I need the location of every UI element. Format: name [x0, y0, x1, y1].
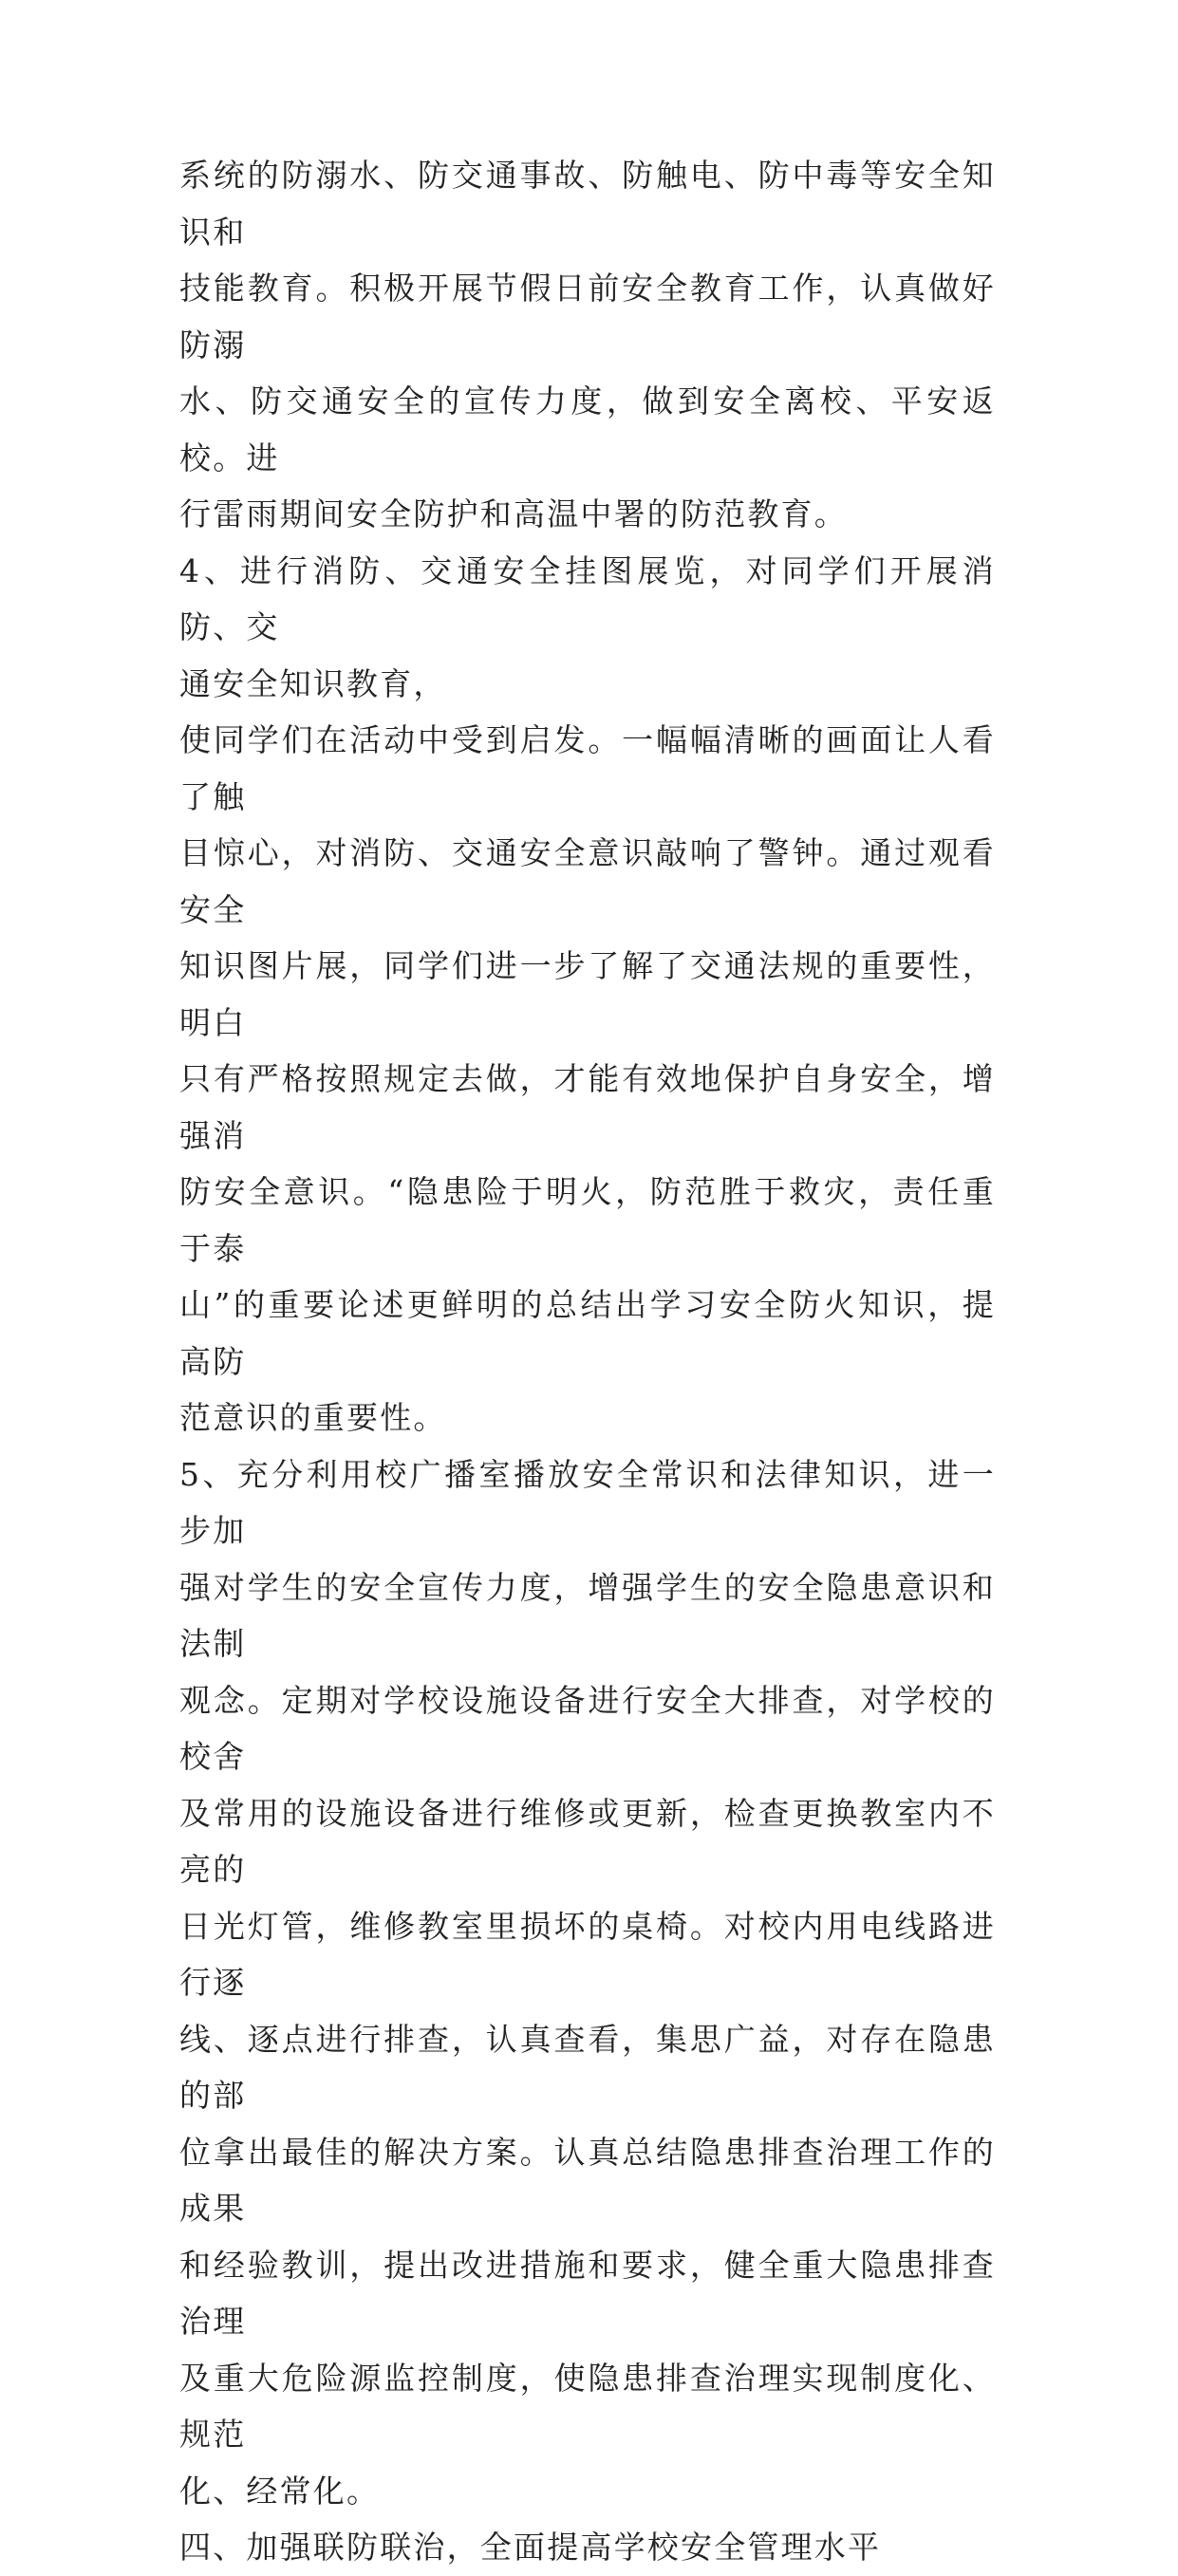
- paragraph-item-4-exhibition: 4、进行消防、交通安全挂图展览，对同学们开展消防、交 通安全知识教育，: [179, 551, 996, 702]
- paragraph-safety-education-content: 系统的防溺水、防交通事故、防触电、防中毒等安全知识和 技能教育。积极开展节假日前安全教育工作，认真做好防溺 水、防交通安全的宣传力度，做到安全离校、平安返校。进 行雷雨期间安全防护和高温中署的防范教育。: [179, 157, 996, 532]
- body-text: [179, 147, 996, 2576]
- paragraph-item-4-effects: 使同学们在活动中受到启发。一幅幅清晰的画面让人看了触 目惊心，对消防、交通安全意识敲响了警钟。通过观看安全 知识图片展，同学们进一步了解了交通法规的重要性，明白 只有严格按照规定去做，才能有效地保护自身安全，增强消 防安全意识。“隐患险于明火，防范胜于救灾，责任重于泰 山”的重要论述更鲜明的总结出学习安全防火知识，提高防 范意识的重要性。: [179, 721, 996, 1436]
- section-heading-4: 四、加强联防联治，全面提高学校安全管理水平: [179, 2529, 882, 2566]
- paragraph-item-5-broadcast: 5、充分利用校广播室播放安全常识和法律知识，进一步加 强对学生的安全宣传力度，增强学生的安全隐患意识和法制 观念。定期对学校设施设备进行安全大排查，对学校的校舍 及常用的设施设备进行维修或更新，检查更换教室内不亮的 日光灯管，维修教室里损坏的桌椅。对校内用电线路进行逐 线、逐点进行排查，认真查看，集思广益，对存在隐患的部 位拿出最佳的解决方案。认真总结隐患排查治理工作的成果 和经验教训，提出改进措施和要求，健全重大隐患排查治理 及重大危险源监控制度，使隐患排查治理实现制度化、规范 化、经常化。: [179, 1455, 996, 2510]
